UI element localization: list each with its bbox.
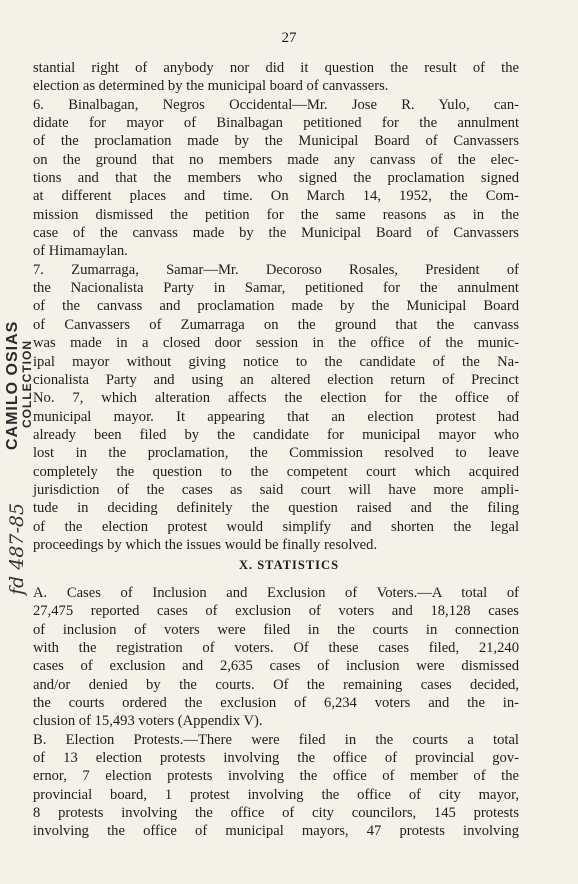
text-line: proceedings by which the issues would be finally resolved. [33,536,378,553]
text-line: cases of exclusion and 2,635 cases of inclusion were dismissed [33,658,519,675]
text-line: No. 7, which alteration affects the election for the office of [33,390,519,407]
stamp-name: CAMILO OSIAS [4,320,21,450]
text-line: election as determined by the municipal board of canvassers. [33,78,389,95]
text-line: of the election protest would simplify and shorten the legal [33,518,519,535]
text-line: didate for mayor of Binalbagan petitioned for the annulment [33,115,519,132]
text-line: on the ground that no members made any canvass of the elec- [33,151,519,168]
text-line: 8 protests involving the office of city councilors, 145 protests [33,805,519,822]
text-line: A. Cases of Inclusion and Exclusion of Voters.—A total of [33,585,519,601]
handwritten-annotation [2,465,26,600]
text-line: completely the question to the competent court which acquired [33,463,519,480]
text-line: already been filed by the candidate for municipal mayor who [33,426,519,443]
text-line: stantial right of anybody nor did it question the result of the [33,60,519,76]
text-line: 27,475 reported cases of exclusion of voters and 18,128 cases [33,603,519,620]
text-line: with the registration of voters. Of these cases filed, 21,240 [33,640,519,657]
text-line: case of the canvass made by the Municipal Board of Canvassers [33,225,519,242]
text-line: 6. Binalbagan, Negros Occidental—Mr. Jose R. Yulo, can- [33,96,519,113]
handwritten-note: fd 487-85 [6,502,28,595]
text-line: mission dismissed the petition for the same reasons as in the [33,206,519,223]
text-line: of inclusion of voters were filed in the courts in connection [33,621,519,638]
text-line: of Canvassers of Zumarraga on the ground that the canvass [33,316,519,333]
text-line: involving the office of municipal mayors, 47 protests involving [33,823,519,840]
page-number: 27 [281,30,297,46]
text-line: and/or denied by the courts. Of the remaining cases decided, [33,676,519,693]
text-line: tude in deciding definitely the question raised and the filing [33,500,519,517]
section-heading: X. STATISTICS [238,558,340,572]
text-line: was made in a closed door session in the office of the munic- [33,335,519,352]
text-line: of the proclamation made by the Municipal Board of Canvassers [33,133,519,150]
text-line: of 13 election protests involving the office of provincial gov- [33,750,519,767]
stamp-collection: COLLECTION [20,340,34,428]
text-line: ernor, 7 election protests involving the office of member of the [33,768,519,785]
text-line: the courts ordered the exclusion of 6,234 voters and the in- [33,695,519,712]
body-text-bottom [33,584,519,841]
text-line: ipal mayor without giving notice to the candidate of the Na- [33,353,519,370]
text-line: clusion of 15,493 voters (Appendix V). [33,713,263,730]
text-line: municipal mayor. It appearing that an election protest had [33,408,519,425]
text-line: 7. Zumarraga, Samar—Mr. Decoroso Rosales, President of [33,261,519,278]
text-line: cionalista Party and using an altered election return of Precinct [33,371,519,388]
body-text-top [33,59,519,554]
text-line: tions and that the members who signed the proclamation signed [33,170,519,187]
text-line: provincial board, 1 protest involving the office of city mayor, [33,786,519,803]
text-line: the Nacionalista Party in Samar, petitioned for the annulment [33,280,519,297]
text-line: of the canvass and proclamation made by the Municipal Board [33,298,519,315]
text-line: at different places and time. On March 14, 1952, the Com- [33,188,519,205]
text-line: of Himamaylan. [33,243,128,260]
text-line: B. Election Protests.—There were filed in the courts a total [33,731,519,748]
text-line: lost in the proclamation, the Commission resolved to leave [33,445,519,462]
text-line: jurisdiction of the cases as said court will have more ampli- [33,481,519,498]
